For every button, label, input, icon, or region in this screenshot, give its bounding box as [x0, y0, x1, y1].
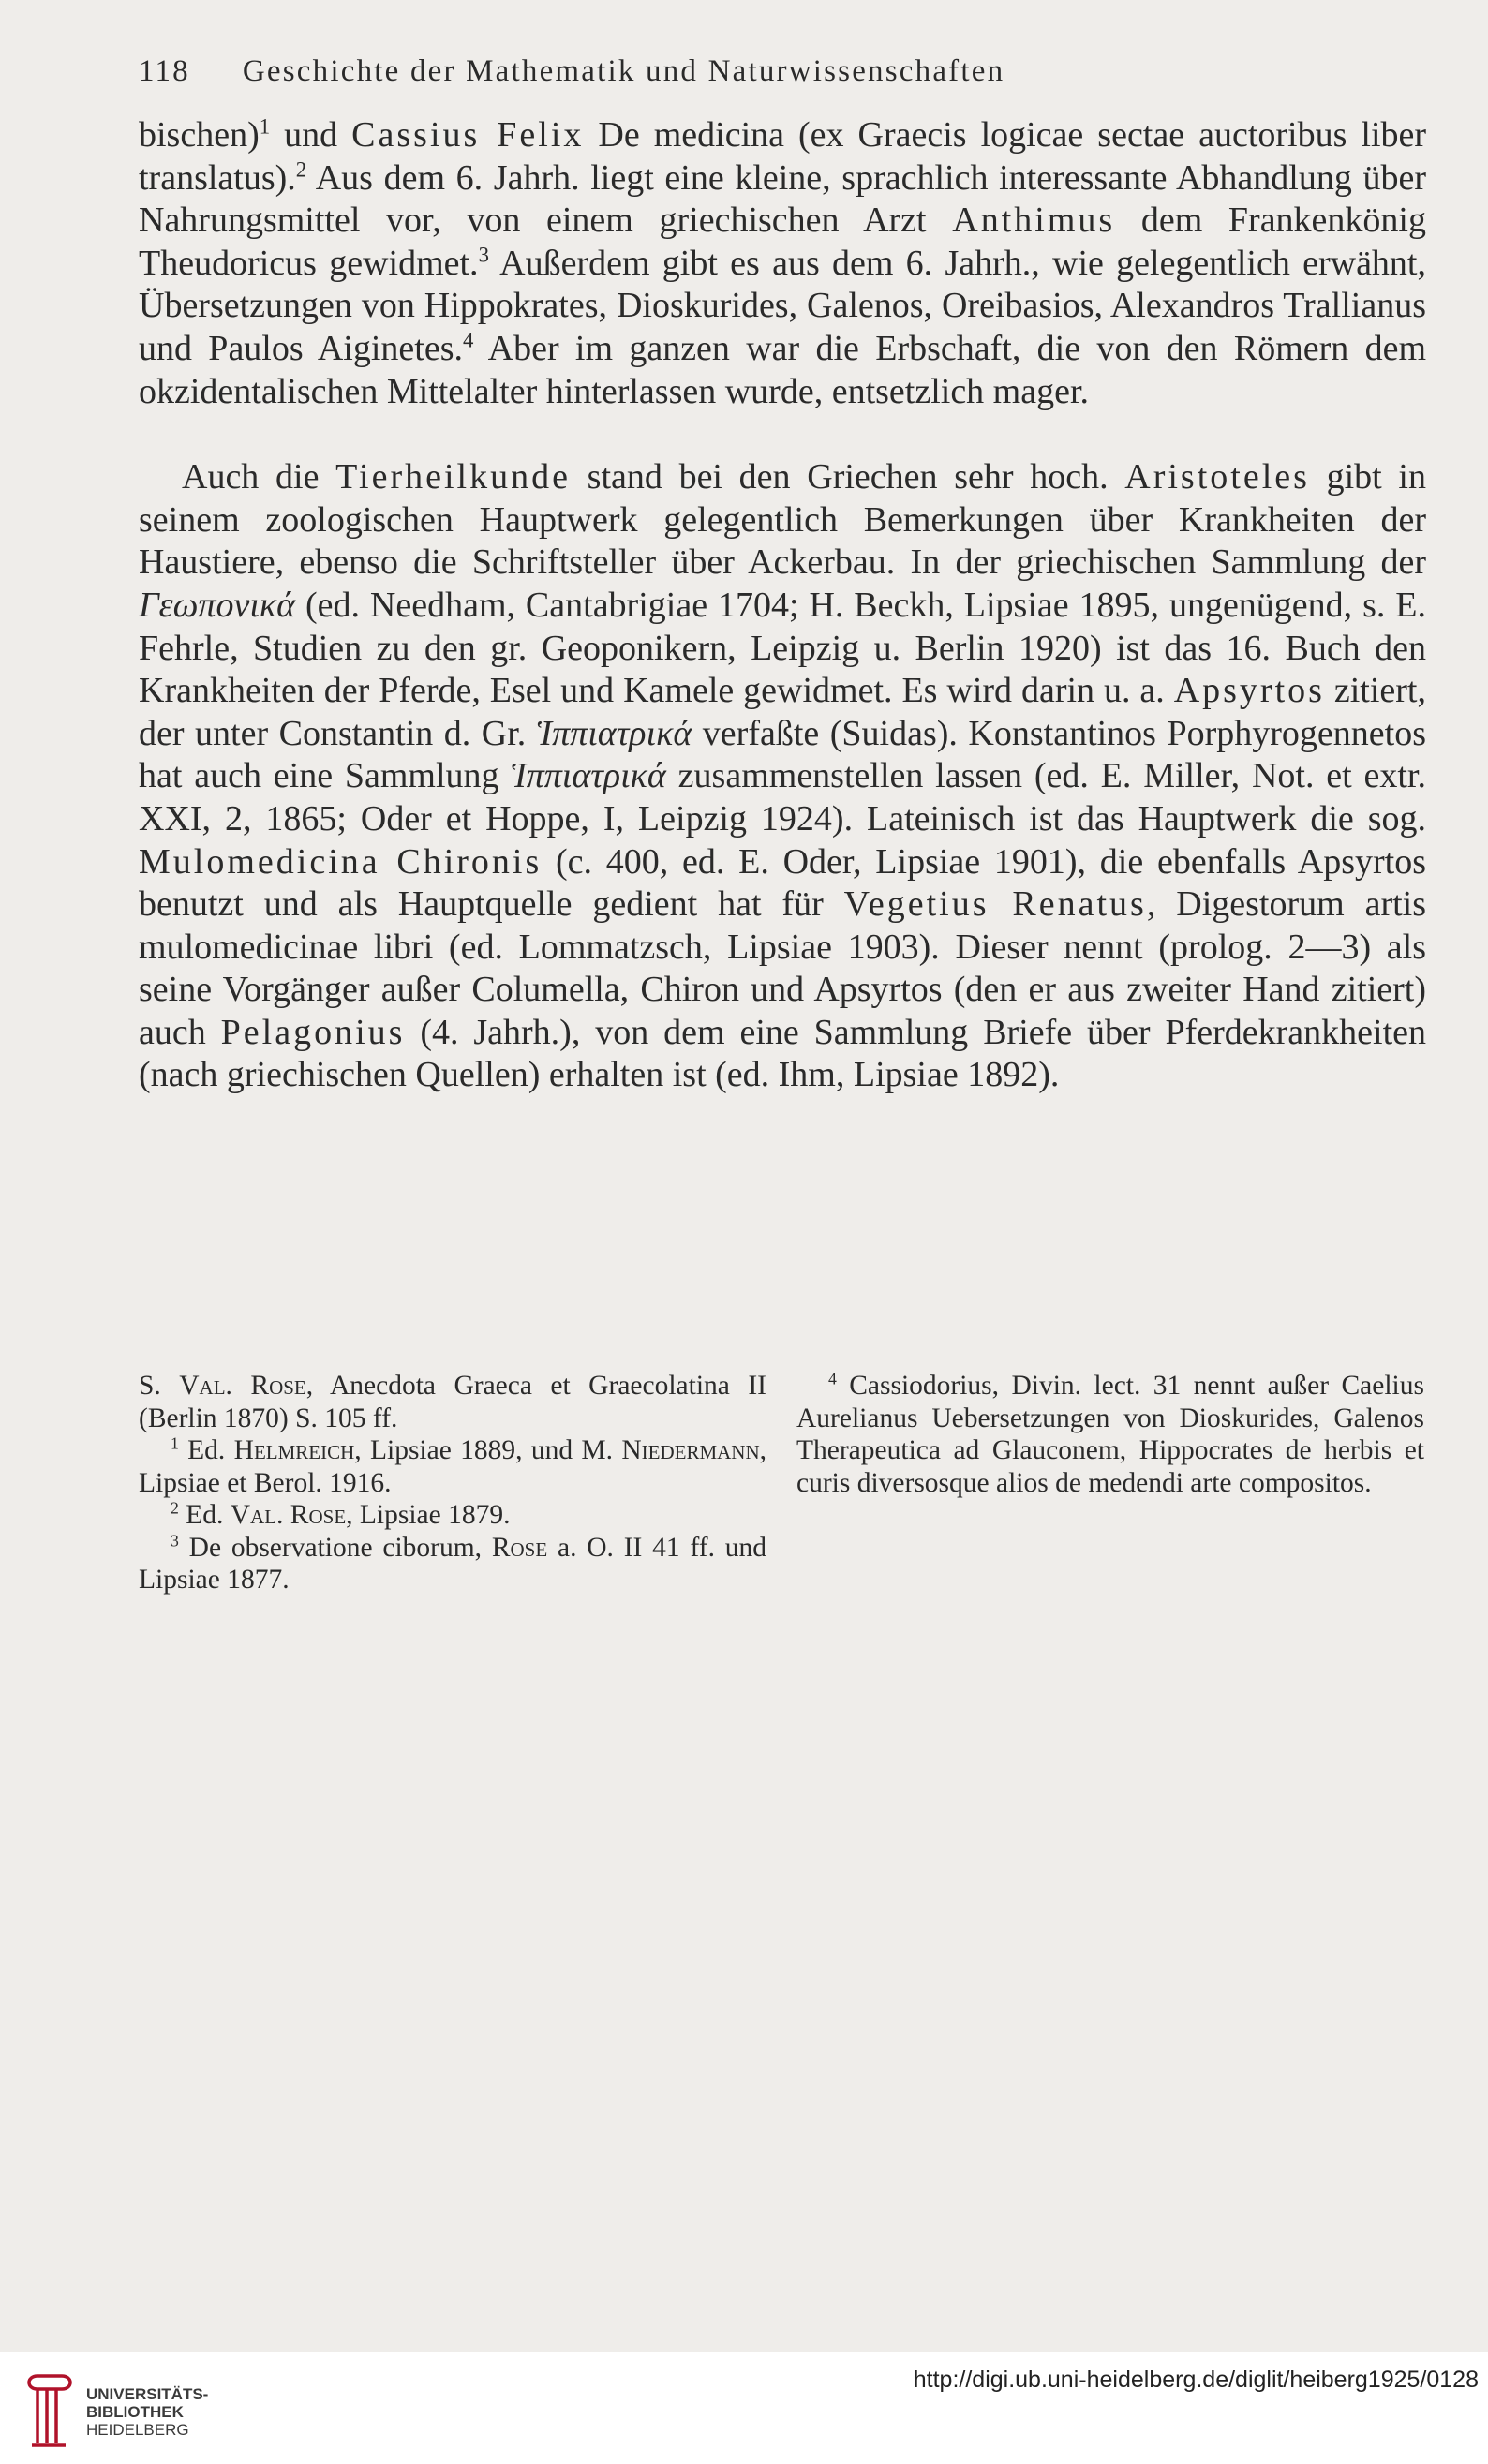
text-span: Ed. [178, 1500, 231, 1530]
text-span: Auch die [182, 457, 336, 497]
footnote [139, 1370, 766, 1434]
text-span: S. [139, 1371, 180, 1401]
footnote [139, 1434, 766, 1499]
text-span: (c. 400, ed. E. Oder, Lipsiae 1901), die ebenfalls Apsyrtos benutzt und als Hauptquelle gedient hat für [139, 841, 1426, 925]
author-name: Helmreich [233, 1435, 355, 1465]
text-span: (ed. Needham, Cantabrigiae 1704; H. Beckh, Lipsiae 1895, ungenügend, s. E. Fehrle, Studien zu den gr. Geoponikern, Leipzig u. Berlin 1920) ist das 16. Buch den Krankheiten der Pferde, Esel und Kamele gewidmet. Es wird darin u. a. [139, 585, 1426, 711]
running-header [139, 54, 1432, 89]
author-name: Rose [491, 1532, 548, 1563]
text-span: , Anecdota Graeca et Graecolatina II (Berlin 1870) S. 105 ff. [139, 1371, 766, 1433]
text-span: De medicina (ex Graecis logicae sectae auctoribus liber translatus). [139, 115, 1427, 198]
text-span: , Lipsiae et Berol. 1916. [139, 1435, 766, 1498]
footnote-number: 4 [828, 1369, 837, 1388]
library-logo-icon [19, 2368, 77, 2449]
text-span: (4. Jahrh.), von dem eine Sammlung Briefe über Pferdekrankheiten (nach griechischen Quellen) erhalten ist (ed. Ihm, Lipsiae 1892). [139, 1012, 1427, 1095]
text-span: und [270, 115, 352, 155]
greek-title: Ἱππιατρικά [536, 713, 692, 753]
text-span: Aber im ganzen war die Erbschaft, die von den Römern dem okzidentalischen Mittelalter hinterlassen wurde, entsetzlich mager. [139, 328, 1427, 411]
text-span: , Digestorum artis mulomedicinae libri (ed. Lommatzsch, Lipsiae 1903). Dieser nennt (prolog. 2—3) als seine Vorgänger außer Columella, Chiron und Apsyrtos (den er aus zweiter Hand zitiert) auch [139, 884, 1427, 1052]
running-title: Geschichte der Mathematik und Naturwissenschaften [242, 54, 1005, 88]
footnote [139, 1499, 766, 1532]
body-text [139, 114, 1426, 1097]
spaced-term: Tierheilkunde [335, 457, 571, 497]
footnotes-right-column [796, 1370, 1424, 1499]
footnote-number: 2 [171, 1498, 179, 1518]
text-span: Außerdem gibt es aus dem 6. Jahrh., wie gelegentlich erwähnt, Übersetzungen von Hippokrates, Dioskurides, Galenos, Oreibasios, Alexandros Trallianus und Paulos Aiginetes. [139, 243, 1426, 368]
greek-title: Γεωπονικά [139, 585, 296, 625]
text-span: zusammenstellen lassen (ed. E. Miller, Not. et extr. XXI, 2, 1865; Oder et Hoppe, I, Leipzig 1924). Lateinisch ist das Hauptwerk die sog. [139, 756, 1426, 839]
logo-line: BIBLIOTHEK [86, 2403, 184, 2421]
footnote [796, 1370, 1424, 1499]
footnote [139, 1532, 766, 1596]
author-name: Val. Rose [179, 1371, 306, 1401]
footnote-number: 3 [171, 1530, 179, 1550]
footnote-number: 1 [171, 1433, 179, 1453]
spaced-name: Vegetius Renatus [843, 884, 1147, 925]
text-span: Ed. [178, 1435, 234, 1465]
text-span: gibt in seinem zoologischen Hauptwerk gelegentlich Bemerkungen über Krankheiten der Haustiere, ebenso die Schriftsteller über Ackerbau. In der griechischen Sammlung der [139, 457, 1426, 583]
text-span: De observatione ciborum, [178, 1532, 492, 1563]
footnote-ref: 2 [295, 156, 307, 181]
spaced-title: Mulomedicina Chironis [139, 841, 543, 882]
library-logo-text [86, 2385, 208, 2439]
text-span: stand bei den Griechen sehr hoch. [570, 457, 1125, 497]
spaced-name: Pelagonius [220, 1012, 406, 1052]
paragraph-1 [139, 114, 1426, 413]
footnote-ref: 3 [478, 243, 489, 267]
footnote-ref: 4 [463, 328, 474, 352]
text-span: bischen) [139, 115, 260, 155]
author-name: Val. Rose [230, 1500, 347, 1530]
source-url-link[interactable]: http://digi.ub.uni-heidelberg.de/diglit/heiberg1925/0128 [913, 2367, 1479, 2393]
text-span: dem Frankenkönig Theudoricus gewidmet. [139, 200, 1426, 283]
spaced-name: Anthimus [952, 200, 1116, 241]
text-span: , Lipsiae 1879. [346, 1500, 511, 1530]
text-span: zitiert, der unter Constantin d. Gr. [139, 671, 1426, 753]
text-span: verfaßte (Suidas). Konstantinos Porphyrogennetos hat auch eine Sammlung [139, 713, 1426, 796]
spaced-name: Apsyrtos [1173, 671, 1325, 711]
text-span: Cassiodorius, Divin. lect. 31 nennt außer Caelius Aurelianus Uebersetzungen von Dioskurides, Galenos Therapeutica ad Glauconem, Hippocrates de herbis et curis diversosque alios de medendi arte compositos. [796, 1371, 1424, 1498]
greek-title: Ἱππιατρικά [511, 756, 666, 796]
page-number: 118 [139, 54, 190, 88]
text-span: Aus dem 6. Jahrh. liegt eine kleine, sprachlich interessante Abhandlung über Nahrungsmittel vor, von einem griechischen Arzt [139, 157, 1426, 241]
logo-line: UNIVERSITÄTS- [86, 2385, 209, 2403]
text-span: a. O. II 41 ff. und Lipsiae 1877. [139, 1532, 766, 1595]
logo-line: HEIDELBERG [86, 2421, 189, 2439]
spaced-name: Aristoteles [1124, 457, 1310, 497]
author-name: Niedermann [621, 1435, 760, 1465]
footnotes-left-column [139, 1370, 766, 1596]
paragraph-2 [139, 456, 1426, 1097]
text-span: , Lipsiae 1889, und M. [354, 1435, 622, 1465]
footnote-ref: 1 [259, 114, 271, 139]
spaced-name: Cassius Felix [351, 115, 585, 155]
